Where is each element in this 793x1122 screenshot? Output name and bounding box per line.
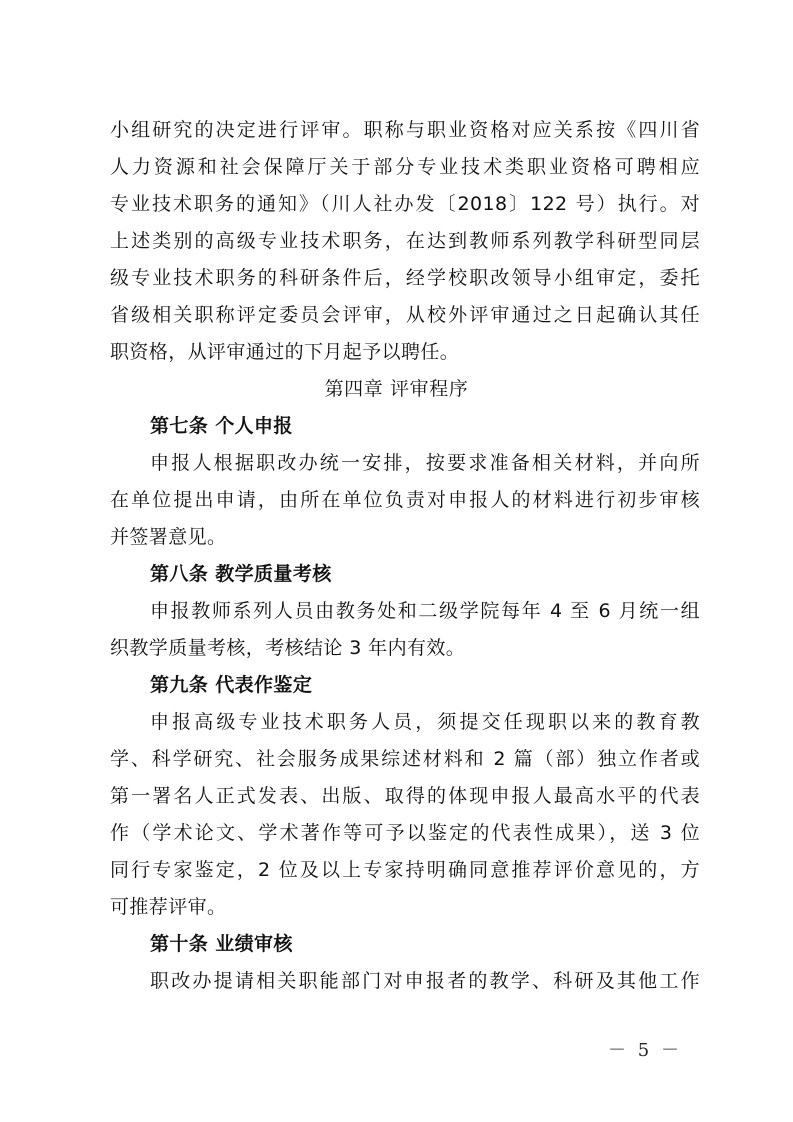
paragraph-line: 申报高级专业技术职务人员，须提交任现职以来的教育教 (150, 711, 700, 733)
paragraph-line: 人力资源和社会保障厅关于部分专业技术类职业资格可聘相应 (110, 156, 700, 178)
article-heading: 第八条 教学质量考核 (150, 563, 332, 585)
paragraph-line: 织教学质量考核，考核结论 3 年内有效。 (110, 637, 466, 659)
paragraph-line: 第一署名人正式发表、出版、取得的体现申报人最高水平的代表 (110, 785, 700, 807)
paragraph-line: 作（学术论文、学术著作等可予以鉴定的代表性成果），送 3 位 (110, 822, 700, 844)
paragraph-line: 可推荐评审。 (110, 896, 227, 918)
paragraph-line: 级专业技术职务的科研条件后，经学校职改领导小组审定，委托 (110, 267, 700, 289)
paragraph-line: 专业技术职务的通知》（川人社办发〔2018〕122 号）执行。对 (110, 193, 700, 215)
paragraph-line: 同行专家鉴定，2 位及以上专家持明确同意推荐评价意见的，方 (110, 859, 700, 881)
paragraph-line: 上述类别的高级专业技术职务，在达到教师系列教学科研型同层 (110, 230, 700, 252)
article-heading: 第十条 业绩审核 (150, 933, 293, 955)
paragraph-line: 职资格，从评审通过的下月起予以聘任。 (110, 341, 460, 363)
paragraph-line: 申报教师系列人员由教务处和二级学院每年 4 至 6 月统一组 (150, 600, 700, 622)
paragraph-line: 省级相关职称评定委员会评审，从校外评审通过之日起确认其任 (110, 304, 700, 326)
chapter-title: 第四章 评审程序 (324, 378, 469, 400)
paragraph-line: 职改办提请相关职能部门对申报者的教学、科研及其他工作 (150, 970, 700, 992)
article-heading: 第七条 个人申报 (150, 415, 293, 437)
paragraph-line: 学、科学研究、社会服务成果综述材料和 2 篇（部）独立作者或 (110, 748, 700, 770)
paragraph-line: 小组研究的决定进行评审。职称与职业资格对应关系按《四川省 (110, 119, 700, 141)
paragraph-line: 并签署意见。 (110, 526, 227, 548)
article-heading: 第九条 代表作鉴定 (150, 674, 313, 696)
paragraph-line: 在单位提出申请，由所在单位负责对申报人的材料进行初步审核 (110, 489, 700, 511)
page-number: － 5 － (608, 1040, 682, 1061)
paragraph-line: 申报人根据职改办统一安排，按要求准备相关材料，并向所 (150, 452, 700, 474)
